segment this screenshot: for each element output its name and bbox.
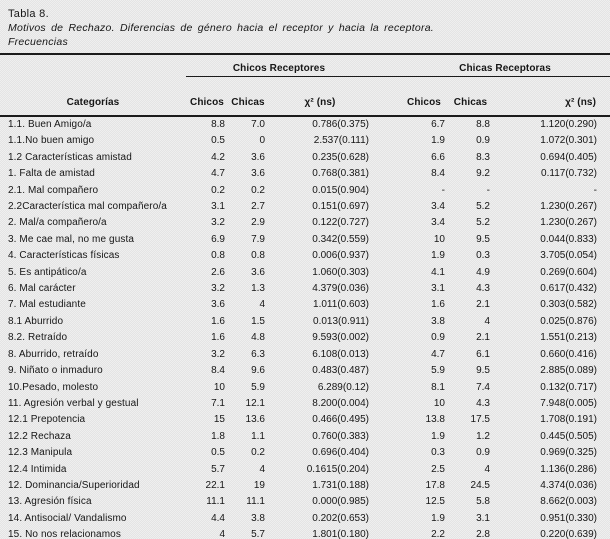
category-cell: 7. Mal estudiante (8, 299, 86, 311)
value-receptores-chi2: 0.151(0.697) (312, 201, 369, 213)
value-receptores-chicos: 3.2 (211, 217, 225, 229)
category-cell: 4. Características físicas (8, 250, 120, 262)
value-receptores-chicos: 5.7 (211, 463, 225, 475)
value-receptoras-chi2: 0.951(0.330) (540, 512, 598, 524)
value-receptoras-chi2: 0.694(0.405) (540, 151, 598, 163)
value-receptoras-chicos: 3.1 (431, 283, 445, 295)
value-receptoras-chi2: 0.969(0.325) (540, 447, 598, 459)
value-receptoras-chicas: 9.5 (476, 365, 490, 377)
table-row (0, 527, 610, 539)
value-receptores-chi2: 1.801(0.180) (312, 529, 369, 539)
value-receptoras-chicas: 5.2 (476, 217, 490, 229)
value-receptoras-chicos: 10 (433, 397, 445, 409)
row-spacer-cell (372, 396, 400, 412)
value-receptoras-chicas: 9.5 (476, 233, 490, 245)
value-receptores-chicas: 3.6 (251, 266, 265, 278)
value-receptores-chi2: 0.768(0.381) (312, 168, 369, 180)
table-row (0, 199, 610, 215)
table-row (0, 265, 610, 281)
row-spacer-cell (372, 412, 400, 428)
row-spacer-cell (372, 281, 400, 297)
category-cell: 12. Dominancia/Superioridad (8, 479, 140, 491)
category-cell: 1. Falta de amistad (8, 168, 95, 180)
value-receptoras-chicas: 4.3 (476, 397, 490, 409)
value-receptores-chicos: 8.4 (211, 365, 225, 377)
value-receptoras-chicas: 6.1 (476, 348, 490, 360)
value-receptores-chicas: 2.9 (251, 217, 265, 229)
column-header-chi2-2: χ² (ns) (493, 77, 610, 117)
value-receptores-chicos: 15 (213, 414, 225, 426)
group-header-spacer (372, 54, 400, 77)
value-receptoras-chicos: 1.6 (431, 299, 445, 311)
value-receptores-chicas: 4 (259, 463, 265, 475)
value-receptores-chi2: 0.1615(0.204) (306, 463, 369, 475)
value-receptoras-chicos: 1.9 (431, 135, 445, 147)
value-receptoras-chi2: 1.708(0.191) (540, 414, 598, 426)
value-receptores-chi2: 0.015(0.904) (312, 184, 369, 196)
category-cell: 3. Me cae mal, no me gusta (8, 233, 134, 245)
value-receptoras-chicas: 2.1 (476, 299, 490, 311)
value-receptoras-chicas: 1.2 (476, 430, 490, 442)
table-row (0, 248, 610, 264)
value-receptores-chicas: 0 (259, 135, 265, 147)
value-receptores-chicos: 1.6 (211, 332, 225, 344)
category-cell: 8. Aburrido, retraído (8, 348, 99, 360)
table-row (0, 478, 610, 494)
value-receptoras-chicos: 8.4 (431, 168, 445, 180)
value-receptores-chicos: 4.4 (211, 512, 225, 524)
value-receptoras-chicas: 2.1 (476, 332, 490, 344)
value-receptores-chicas: 0.8 (251, 250, 265, 262)
value-receptores-chicas: 5.9 (251, 381, 265, 393)
value-receptoras-chi2: 2.885(0.089) (540, 365, 598, 377)
value-receptoras-chi2: 0.044(0.833) (540, 233, 598, 245)
value-receptores-chi2: 6.289(0.12) (317, 381, 369, 393)
category-cell: 8.2. Retraído (8, 332, 68, 344)
value-receptores-chicas: 12.1 (245, 397, 265, 409)
value-receptoras-chicas: 2.8 (476, 529, 490, 539)
table-number-label: Tabla 8. (8, 8, 49, 20)
value-receptoras-chicas: 0.3 (476, 250, 490, 262)
value-receptoras-chicos: 3.8 (431, 315, 445, 327)
value-receptoras-chicas: 17.5 (470, 414, 490, 426)
value-receptoras-chicos: 5.9 (431, 365, 445, 377)
table-row (0, 166, 610, 182)
value-receptoras-chi2: 1.120(0.290) (540, 119, 598, 130)
table-row (0, 150, 610, 166)
row-spacer-cell (372, 527, 400, 539)
value-receptores-chicos: 1.8 (211, 430, 225, 442)
value-receptores-chicos: 10 (213, 381, 225, 393)
value-receptores-chicos: 7.1 (211, 397, 225, 409)
value-receptores-chi2: 0.006(0.937) (312, 250, 369, 262)
row-spacer-cell (372, 265, 400, 281)
value-receptoras-chi2: 1.230(0.267) (540, 201, 598, 213)
value-receptores-chicas: 0.2 (251, 447, 265, 459)
value-receptores-chi2: 6.108(0.013) (312, 348, 369, 360)
value-receptores-chicos: 0.5 (211, 135, 225, 147)
frequencies-table (0, 53, 610, 539)
category-cell: 2.1. Mal compañero (8, 184, 99, 196)
table-row (0, 462, 610, 478)
value-receptoras-chi2: 0.025(0.876) (540, 315, 598, 327)
value-receptores-chicos: 0.8 (211, 250, 225, 262)
row-spacer-cell (372, 248, 400, 264)
category-cell: 1.1.No buen amigo (8, 135, 95, 147)
column-header-spacer (372, 77, 400, 117)
value-receptores-chicas: 1.1 (251, 430, 265, 442)
value-receptoras-chicas: 8.3 (476, 151, 490, 163)
category-cell: 6. Mal carácter (8, 283, 76, 295)
value-receptoras-chicas: - (486, 184, 490, 196)
table-row (0, 330, 610, 346)
table-row (0, 297, 610, 313)
table-row (0, 133, 610, 149)
column-header-row (0, 77, 610, 117)
value-receptores-chicas: 3.6 (251, 168, 265, 180)
value-receptores-chi2: 0.122(0.727) (312, 217, 369, 229)
value-receptoras-chi2: 0.445(0.505) (540, 430, 598, 442)
table-body (0, 116, 610, 539)
value-receptoras-chicas: 4.3 (476, 283, 490, 295)
table-row (0, 363, 610, 379)
value-receptores-chicas: 6.3 (251, 348, 265, 360)
value-receptores-chi2: 1.060(0.303) (312, 266, 369, 278)
row-spacer-cell (372, 183, 400, 199)
value-receptoras-chicas: 24.5 (470, 479, 490, 491)
value-receptores-chicos: 11.1 (206, 496, 225, 508)
value-receptores-chicas: 11.1 (246, 496, 265, 508)
value-receptores-chicos: 2.6 (211, 266, 225, 278)
row-spacer-cell (372, 363, 400, 379)
value-receptoras-chi2: 8.662(0.003) (540, 496, 598, 508)
value-receptoras-chi2: 0.303(0.582) (540, 299, 598, 311)
category-cell: 9. Niñato o inmaduro (8, 365, 103, 377)
value-receptoras-chicas: 4.9 (476, 266, 490, 278)
value-receptores-chi2: 0.696(0.404) (312, 447, 369, 459)
row-spacer-cell (372, 494, 400, 510)
value-receptores-chi2: 0.000(0.985) (312, 496, 369, 508)
row-spacer-cell (372, 429, 400, 445)
row-spacer-cell (372, 199, 400, 215)
value-receptores-chicos: 22.1 (205, 479, 225, 491)
value-receptores-chicas: 19 (253, 479, 265, 491)
value-receptores-chi2: 0.483(0.487) (312, 365, 369, 377)
group-header-chicos-receptores: Chicos Receptores (186, 54, 372, 77)
value-receptoras-chi2: - (593, 184, 598, 196)
category-cell: 10.Pesado, molesto (8, 381, 99, 393)
column-header-chicos-1: Chicos (186, 77, 228, 117)
table-caption-line2: Frecuencias (8, 36, 68, 48)
group-header-row (0, 54, 610, 77)
value-receptoras-chicos: 3.4 (431, 201, 445, 213)
value-receptoras-chicos: 4.7 (431, 348, 445, 360)
value-receptores-chi2: 8.200(0.004) (312, 397, 369, 409)
value-receptores-chi2: 1.011(0.603) (313, 299, 369, 311)
value-receptoras-chicas: 8.8 (476, 119, 490, 130)
value-receptores-chicos: 3.2 (211, 283, 225, 295)
value-receptores-chicos: 0.5 (211, 447, 225, 459)
value-receptores-chicas: 5.7 (251, 529, 265, 539)
row-spacer-cell (372, 478, 400, 494)
row-spacer-cell (372, 462, 400, 478)
value-receptoras-chi2: 4.374(0.036) (540, 479, 598, 491)
value-receptores-chicos: 3.1 (211, 201, 225, 213)
value-receptoras-chi2: 0.132(0.717) (540, 381, 598, 393)
value-receptoras-chicas: 5.2 (476, 201, 490, 213)
table-row (0, 396, 610, 412)
value-receptoras-chi2: 0.660(0.416) (540, 348, 598, 360)
category-cell: 11. Agresión verbal y gestual (8, 397, 139, 409)
value-receptoras-chi2: 1.136(0.286) (540, 463, 598, 475)
column-header-chicas-2: Chicas (448, 77, 493, 117)
value-receptores-chicas: 1.3 (251, 283, 265, 295)
category-cell: 2.2Característica mal compañero/a (8, 201, 167, 213)
value-receptores-chi2: 0.013(0.911) (313, 315, 369, 327)
value-receptores-chi2: 0.202(0.653) (312, 512, 369, 524)
column-header-chi2-1: χ² (ns) (268, 77, 372, 117)
row-spacer-cell (372, 232, 400, 248)
category-cell: 5. Es antipático/a (8, 266, 87, 278)
value-receptores-chicos: 3.2 (211, 348, 225, 360)
table-row (0, 232, 610, 248)
value-receptores-chicos: 1.6 (211, 315, 225, 327)
column-header-chicas-1: Chicas (228, 77, 268, 117)
row-spacer-cell (372, 511, 400, 527)
table-row (0, 281, 610, 297)
row-spacer-cell (372, 330, 400, 346)
value-receptoras-chicos: 0.9 (431, 332, 445, 344)
group-header-empty-cell (0, 54, 186, 77)
value-receptores-chicos: 3.6 (211, 299, 225, 311)
category-cell: 14. Antisocial/ Vandalismo (8, 512, 127, 524)
value-receptores-chicos: 4 (219, 529, 225, 539)
value-receptores-chicos: 4.7 (211, 168, 225, 180)
value-receptoras-chicos: 12.5 (425, 496, 445, 508)
value-receptores-chicas: 2.7 (251, 201, 265, 213)
value-receptores-chicas: 3.8 (251, 512, 265, 524)
table-row (0, 116, 610, 133)
value-receptores-chi2: 0.466(0.495) (312, 414, 369, 426)
row-spacer-cell (372, 297, 400, 313)
row-spacer-cell (372, 445, 400, 461)
value-receptoras-chicos: 6.6 (431, 151, 445, 163)
value-receptoras-chicos: 3.4 (431, 217, 445, 229)
value-receptoras-chicos: 1.9 (431, 250, 445, 262)
value-receptoras-chicas: 7.4 (476, 381, 490, 393)
category-cell: 13. Agresión física (8, 496, 92, 508)
category-cell: 15. No nos relacionamos (8, 529, 121, 539)
table-row (0, 380, 610, 396)
value-receptoras-chicos: 2.2 (431, 529, 445, 539)
value-receptores-chicas: 4 (259, 299, 265, 311)
value-receptores-chi2: 0.786(0.375) (312, 119, 369, 130)
table-title-block (0, 0, 610, 49)
table-caption-line1: Motivos de Rechazo. Diferencias de género hacia el receptor y hacia la receptora. (8, 22, 434, 34)
category-cell: 1.1. Buen Amigo/a (8, 119, 92, 130)
value-receptoras-chicos: 6.7 (431, 119, 445, 130)
value-receptoras-chi2: 7.948(0.005) (540, 397, 598, 409)
table-row (0, 511, 610, 527)
table-header (0, 54, 610, 116)
value-receptores-chicos: 0.2 (211, 184, 225, 196)
table-row (0, 215, 610, 231)
value-receptores-chicos: 8.8 (211, 119, 225, 130)
group-header-chicas-receptoras: Chicas Receptoras (400, 54, 610, 77)
row-spacer-cell (372, 166, 400, 182)
value-receptores-chi2: 1.731(0.188) (312, 479, 369, 491)
value-receptoras-chicos: 1.9 (431, 430, 445, 442)
value-receptoras-chicos: 2.5 (431, 463, 445, 475)
value-receptoras-chicas: 9.2 (476, 168, 490, 180)
value-receptoras-chicos: - (441, 184, 445, 196)
category-cell: 1.2 Características amistad (8, 151, 132, 163)
value-receptoras-chi2: 1.230(0.267) (540, 217, 598, 229)
row-spacer-cell (372, 116, 400, 133)
table-row (0, 445, 610, 461)
row-spacer-cell (372, 347, 400, 363)
value-receptoras-chicos: 10 (433, 233, 445, 245)
value-receptores-chicas: 7.0 (251, 119, 265, 130)
row-spacer-cell (372, 380, 400, 396)
value-receptoras-chi2: 0.220(0.639) (540, 529, 598, 539)
table-row (0, 412, 610, 428)
table-row (0, 429, 610, 445)
table-row (0, 183, 610, 199)
value-receptoras-chicos: 13.8 (425, 414, 445, 426)
value-receptoras-chi2: 1.551(0.213) (540, 332, 598, 344)
value-receptores-chi2: 4.379(0.036) (312, 283, 369, 295)
value-receptoras-chicos: 17.8 (425, 479, 445, 491)
row-spacer-cell (372, 133, 400, 149)
value-receptores-chi2: 9.593(0.002) (312, 332, 369, 344)
value-receptoras-chicas: 4 (484, 315, 490, 327)
row-spacer-cell (372, 314, 400, 330)
category-cell: 12.3 Manipula (8, 447, 73, 459)
value-receptores-chicos: 6.9 (211, 233, 225, 245)
value-receptoras-chicas: 0.9 (476, 447, 490, 459)
value-receptores-chicas: 4.8 (251, 332, 265, 344)
category-cell: 2. Mal/a compañero/a (8, 217, 107, 229)
value-receptoras-chicos: 1.9 (431, 512, 445, 524)
category-cell: 8.1 Aburrido (8, 315, 64, 327)
table-row (0, 314, 610, 330)
value-receptoras-chicas: 5.8 (476, 496, 490, 508)
column-header-categorias: Categorías (0, 77, 186, 117)
value-receptoras-chi2: 1.072(0.301) (540, 135, 598, 147)
value-receptores-chi2: 0.342(0.559) (312, 233, 369, 245)
table-row (0, 347, 610, 363)
value-receptoras-chicas: 3.1 (476, 512, 490, 524)
value-receptoras-chicas: 0.9 (476, 135, 490, 147)
value-receptoras-chicos: 8.1 (431, 381, 445, 393)
value-receptoras-chicos: 4.1 (431, 266, 445, 278)
value-receptoras-chi2: 3.705(0.054) (540, 250, 598, 262)
value-receptoras-chicos: 0.3 (431, 447, 445, 459)
value-receptores-chi2: 0.760(0.383) (312, 430, 369, 442)
column-header-chicos-2: Chicos (400, 77, 448, 117)
value-receptores-chicas: 13.6 (245, 414, 265, 426)
row-spacer-cell (372, 150, 400, 166)
value-receptores-chicos: 4.2 (211, 151, 225, 163)
value-receptores-chi2: 2.537(0.111) (313, 135, 369, 147)
value-receptores-chi2: 0.235(0.628) (312, 151, 369, 163)
value-receptores-chicas: 7.9 (251, 233, 265, 245)
value-receptoras-chi2: 0.617(0.432) (540, 283, 598, 295)
category-cell: 12.1 Prepotencia (8, 414, 86, 426)
value-receptoras-chi2: 0.117(0.732) (541, 168, 598, 180)
value-receptores-chicas: 1.5 (251, 315, 265, 327)
value-receptores-chicas: 3.6 (251, 151, 265, 163)
value-receptoras-chicas: 4 (484, 463, 490, 475)
value-receptoras-chi2: 0.269(0.604) (540, 266, 598, 278)
value-receptores-chicas: 0.2 (251, 184, 265, 196)
category-cell: 12.4 Intimida (8, 463, 67, 475)
table-row (0, 494, 610, 510)
row-spacer-cell (372, 215, 400, 231)
category-cell: 12.2 Rechaza (8, 430, 71, 442)
value-receptores-chicas: 9.6 (251, 365, 265, 377)
